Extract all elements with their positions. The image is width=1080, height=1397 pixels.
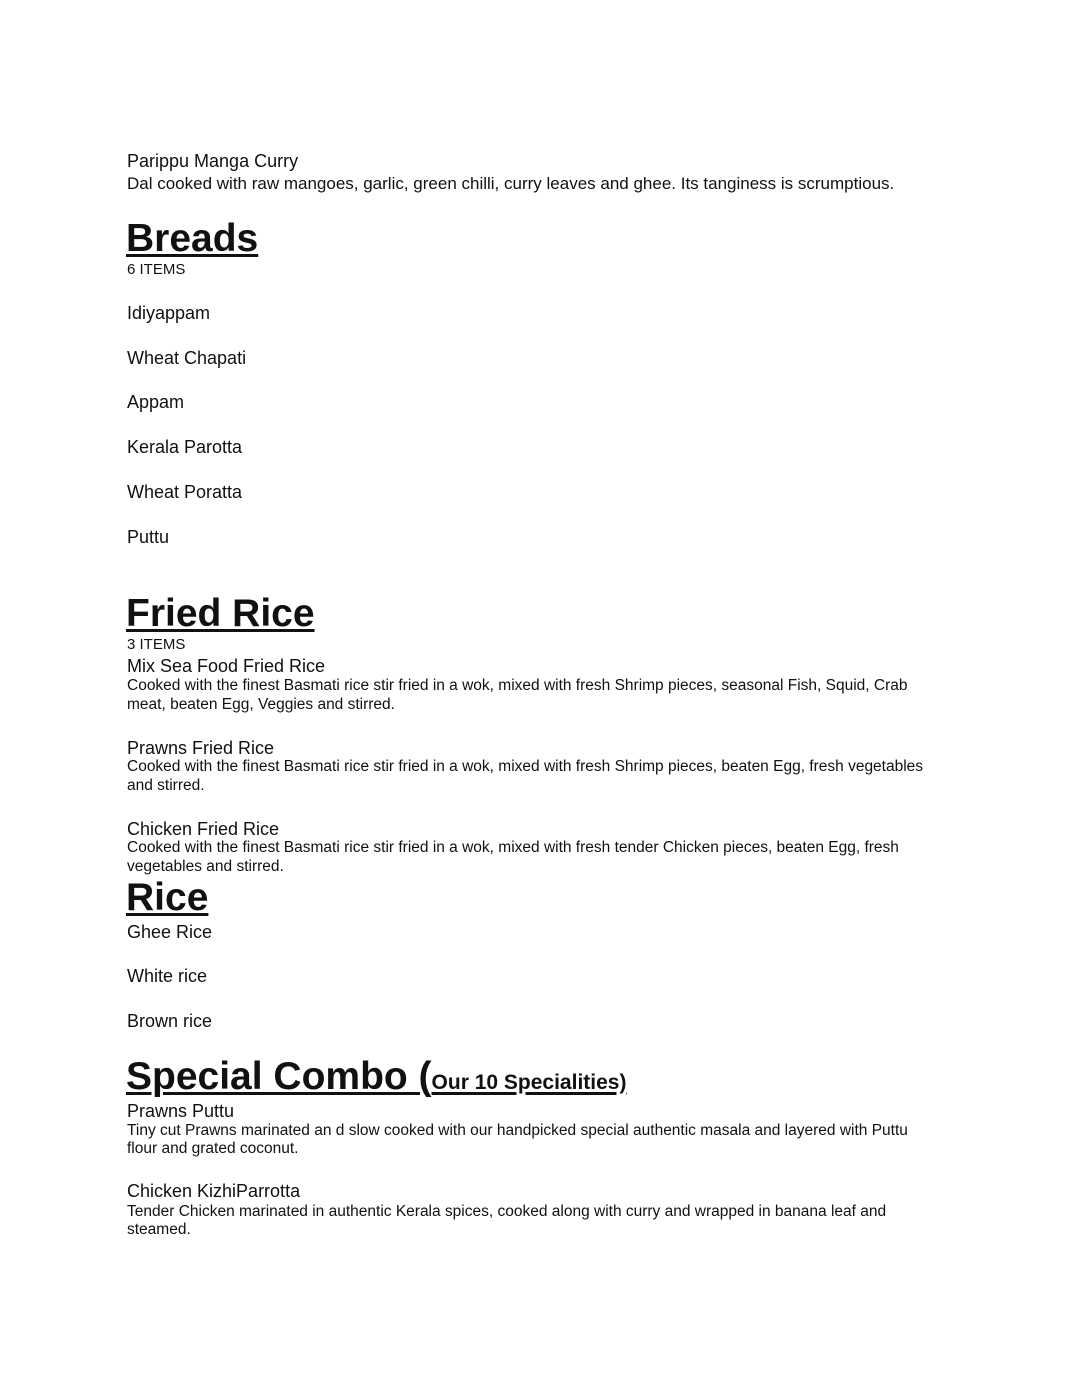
dish-description: Cooked with the finest Basmati rice stir fried in a wok, mixed with fresh Shrimp pieces, seasonal Fish, Squid, Crab: [127, 677, 908, 694]
section-item-count: 6 ITEMS: [127, 261, 186, 278]
rice-item: White rice: [127, 966, 208, 986]
dish-description: Tender Chicken marinated in authentic Kerala spices, cooked along with curry and wrapped in banana leaf and: [127, 1203, 887, 1220]
dish-description: Cooked with the finest Basmati rice stir fried in a wok, mixed with fresh Shrimp pieces, beaten Egg, fresh vegetables: [127, 758, 924, 775]
dish-name: Prawns Puttu: [127, 1101, 235, 1121]
section-title-fried-rice: Fried Rice: [126, 592, 315, 635]
section-title-rice: Rice: [126, 876, 209, 919]
dish-name: Parippu Manga Curry: [127, 151, 299, 171]
dish-description: steamed.: [127, 1221, 191, 1238]
section-item-count: 3 ITEMS: [127, 636, 186, 653]
dish-name: Prawns Fried Rice: [127, 738, 275, 758]
dish-description: Tiny cut Prawns marinated an d slow cooked with our handpicked special authentic masala and layered with Puttu: [127, 1122, 908, 1139]
bread-item: Puttu: [127, 527, 170, 547]
bread-item: Idiyappam: [127, 303, 211, 323]
section-title-special-combo: [126, 1057, 626, 1105]
dish-description: vegetables and stirred.: [127, 858, 284, 875]
dish-name: Chicken Fried Rice: [127, 819, 280, 839]
dish-description: Cooked with the finest Basmati rice stir fried in a wok, mixed with fresh tender Chicken pieces, beaten Egg, fresh: [127, 839, 899, 856]
dish-description: flour and grated coconut.: [127, 1140, 299, 1157]
bread-item: Wheat Chapati: [127, 348, 247, 368]
bread-item: Kerala Parotta: [127, 437, 243, 457]
dish-name: Chicken KizhiParrotta: [127, 1181, 301, 1201]
section-title-breads: Breads: [126, 217, 259, 260]
dish-name: Mix Sea Food Fried Rice: [127, 656, 326, 676]
rice-item: Brown rice: [127, 1011, 213, 1031]
rice-item: Ghee Rice: [127, 922, 213, 942]
section-title-text: Special Combo (: [126, 1055, 432, 1098]
dish-description: and stirred.: [127, 777, 205, 794]
bread-item: Appam: [127, 392, 185, 412]
section-subtitle: Our 10 Specialities): [431, 1071, 627, 1094]
dish-description: meat, beaten Egg, Veggies and stirred.: [127, 696, 395, 713]
bread-item: Wheat Poratta: [127, 482, 243, 502]
dish-description: Dal cooked with raw mangoes, garlic, green chilli, curry leaves and ghee. Its tanginess is scrumptious.: [127, 174, 895, 193]
